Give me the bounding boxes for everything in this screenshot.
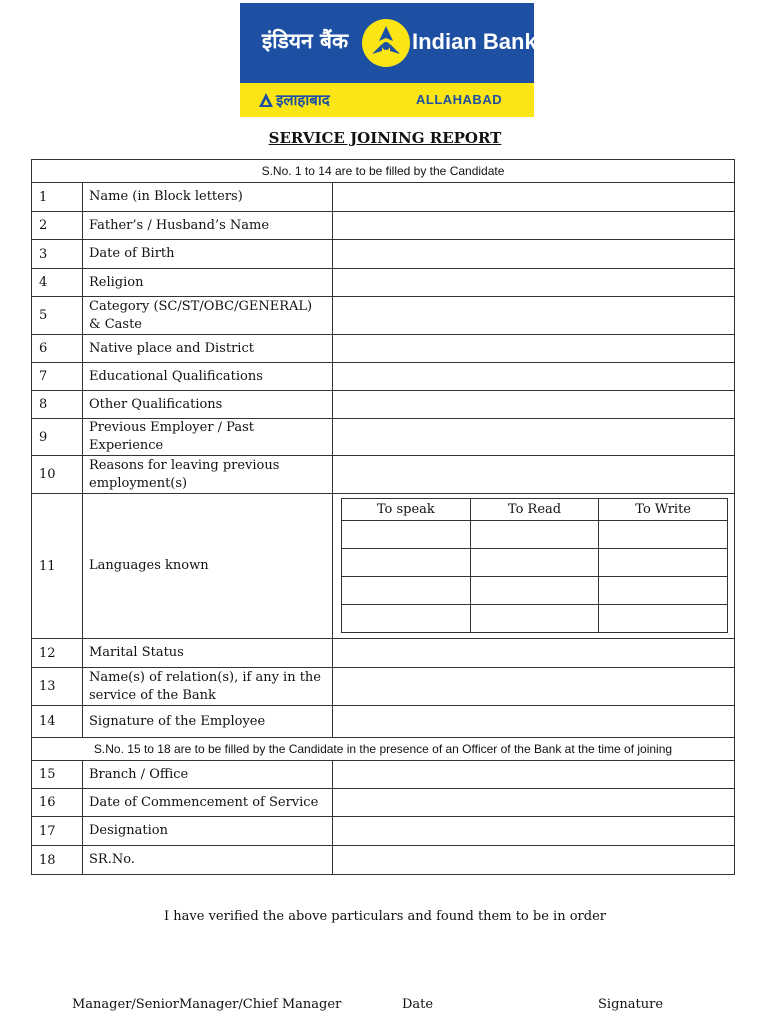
education-input-cell[interactable] — [333, 363, 734, 390]
logo-allahabad-hindi: इलाहाबाद — [276, 91, 330, 109]
table-row — [32, 183, 734, 212]
row-number: 15 — [32, 761, 83, 788]
employee-signature-input-cell[interactable] — [333, 706, 734, 737]
row-number: 7 — [32, 363, 83, 390]
row-number: 8 — [32, 391, 83, 418]
table-row — [32, 363, 734, 391]
category-input-cell[interactable] — [333, 297, 734, 334]
language-input-cell[interactable] — [599, 577, 728, 605]
row-label: Signature of the Employee — [83, 706, 333, 737]
date-of-birth-input-cell[interactable] — [333, 240, 734, 268]
table-row — [32, 789, 734, 817]
row-label: Category (SC/ST/OBC/GENERAL) & Caste — [83, 297, 333, 334]
languages-cell — [333, 494, 734, 638]
row-label: Previous Employer / Past Experience — [83, 419, 333, 455]
row-number: 16 — [32, 789, 83, 816]
native-place-input-cell[interactable] — [333, 335, 734, 362]
manager-signature-label: Manager/SeniorManager/Chief Manager — [72, 997, 342, 1012]
row-label: Languages known — [83, 494, 333, 638]
row-label: Name(s) of relation(s), if any in the service of the Bank — [83, 668, 333, 705]
row-label: Designation — [83, 817, 333, 845]
date-label: Date — [402, 997, 434, 1012]
allahabad-triangle-icon — [258, 92, 274, 108]
row-number: 9 — [32, 419, 83, 455]
row-number: 11 — [32, 494, 83, 638]
table-row — [32, 761, 734, 789]
row-number: 2 — [32, 212, 83, 239]
to-write-header: To Write — [599, 499, 728, 521]
row-number: 14 — [32, 706, 83, 737]
sr-no-input-cell[interactable] — [333, 846, 734, 874]
row-label: Reasons for leaving previous employment(s) — [83, 456, 333, 493]
to-speak-header: To speak — [342, 499, 471, 521]
table-row — [32, 668, 734, 706]
row-number: 17 — [32, 817, 83, 845]
row-label: Branch / Office — [83, 761, 333, 788]
father-husband-name-input-cell[interactable] — [333, 212, 734, 239]
branch-office-input-cell[interactable] — [333, 761, 734, 788]
designation-input-cell[interactable] — [333, 817, 734, 845]
row-label: Name (in Block letters) — [83, 183, 333, 211]
verification-statement: I have verified the above particulars and found them to be in order — [164, 909, 606, 924]
table-row — [32, 419, 734, 456]
row-label: Native place and District — [83, 335, 333, 362]
row-number: 4 — [32, 269, 83, 296]
row-label: Marital Status — [83, 639, 333, 667]
bank-logo — [240, 3, 537, 117]
logo-english-name: Indian Bank — [412, 29, 537, 54]
relations-input-cell[interactable] — [333, 668, 734, 705]
previous-employer-input-cell[interactable] — [333, 419, 734, 455]
section-b-header: S.No. 15 to 18 are to be filled by the Candidate in the presence of an Officer of the Bank at the time of joining — [32, 738, 734, 761]
language-input-cell[interactable] — [599, 521, 728, 549]
row-number: 12 — [32, 639, 83, 667]
table-row — [32, 817, 734, 846]
row-number: 6 — [32, 335, 83, 362]
row-label: Religion — [83, 269, 333, 296]
language-input-cell[interactable] — [599, 549, 728, 577]
religion-input-cell[interactable] — [333, 269, 734, 296]
language-input-cell[interactable] — [470, 521, 599, 549]
table-row — [32, 240, 734, 269]
row-label: Date of Birth — [83, 240, 333, 268]
table-row — [32, 391, 734, 419]
language-input-cell[interactable] — [342, 549, 471, 577]
languages-table — [341, 498, 728, 633]
language-input-cell[interactable] — [342, 605, 471, 633]
to-read-header: To Read — [470, 499, 599, 521]
other-qualifications-input-cell[interactable] — [333, 391, 734, 418]
languages-row — [32, 494, 734, 639]
row-number: 1 — [32, 183, 83, 211]
language-input-cell[interactable] — [470, 605, 599, 633]
bank-emblem-icon — [360, 17, 412, 69]
commencement-date-input-cell[interactable] — [333, 789, 734, 816]
logo-allahabad-english: ALLAHABAD — [416, 92, 503, 107]
table-row — [32, 297, 734, 335]
row-number: 10 — [32, 456, 83, 493]
row-label: Other Qualifications — [83, 391, 333, 418]
signature-label: Signature — [598, 997, 664, 1012]
logo-hindi-name: इंडियन बैंक — [261, 29, 349, 53]
reasons-leaving-input-cell[interactable] — [333, 456, 734, 493]
table-row — [32, 456, 734, 494]
name-input-cell[interactable] — [333, 183, 734, 211]
row-label: Educational Qualifications — [83, 363, 333, 390]
section-a-header: S.No. 1 to 14 are to be filled by the Candidate — [32, 160, 734, 183]
row-number: 3 — [32, 240, 83, 268]
page-title: SERVICE JOINING REPORT — [268, 129, 502, 147]
marital-status-input-cell[interactable] — [333, 639, 734, 667]
table-row — [32, 639, 734, 668]
language-input-cell[interactable] — [342, 577, 471, 605]
table-row — [32, 212, 734, 240]
row-label: Father’s / Husband’s Name — [83, 212, 333, 239]
table-row — [32, 269, 734, 297]
row-label: SR.No. — [83, 846, 333, 874]
language-input-cell[interactable] — [599, 605, 728, 633]
table-row — [32, 335, 734, 363]
language-input-cell[interactable] — [470, 549, 599, 577]
table-row — [32, 706, 734, 738]
language-input-cell[interactable] — [470, 577, 599, 605]
row-number: 13 — [32, 668, 83, 705]
row-label: Date of Commencement of Service — [83, 789, 333, 816]
row-number: 18 — [32, 846, 83, 874]
table-row — [32, 846, 734, 874]
language-input-cell[interactable] — [342, 521, 471, 549]
joining-form-table — [31, 159, 735, 875]
row-number: 5 — [32, 297, 83, 334]
